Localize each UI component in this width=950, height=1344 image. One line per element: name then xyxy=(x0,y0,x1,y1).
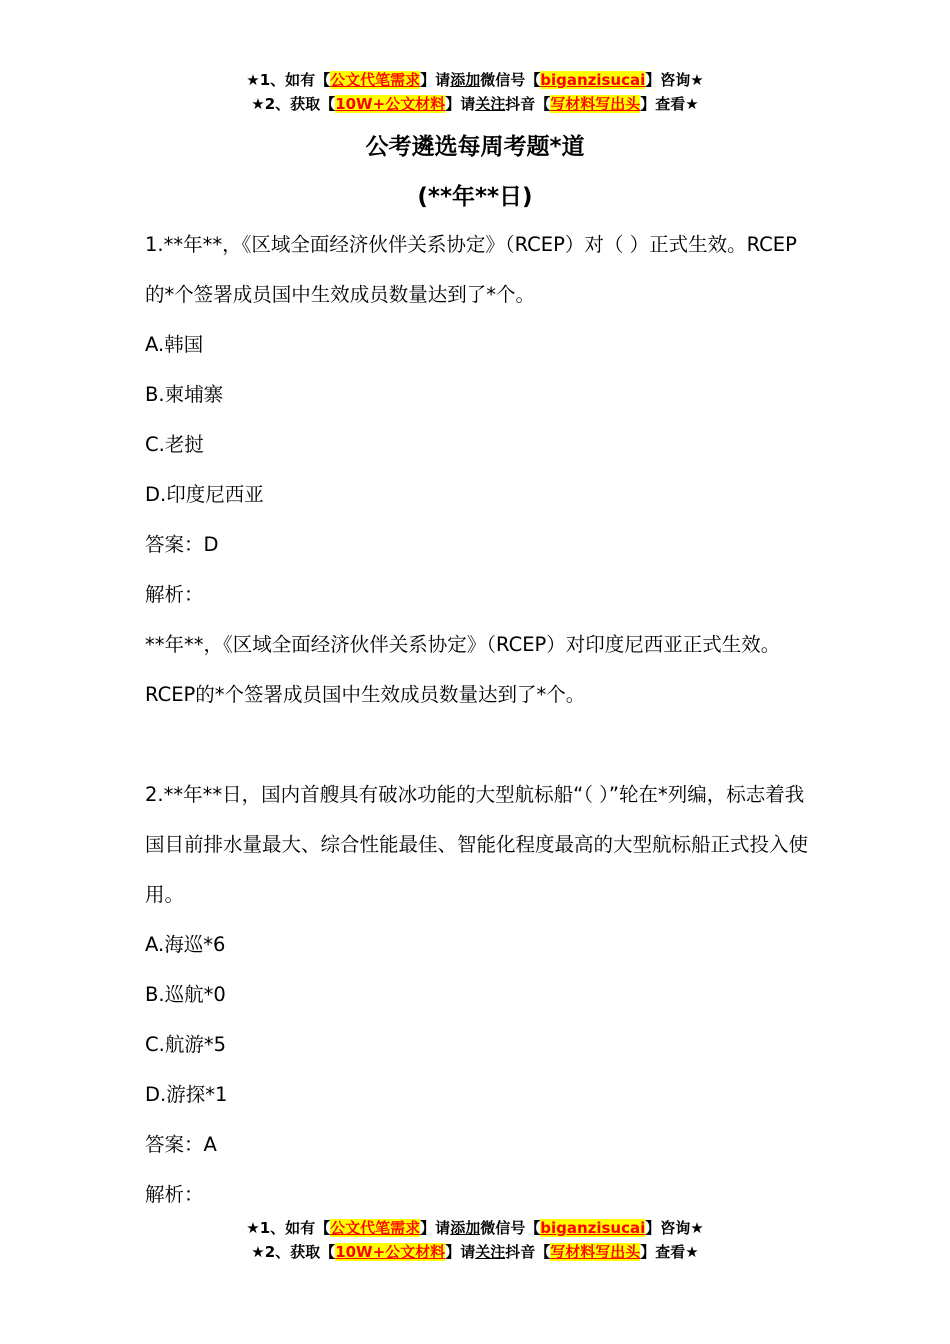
option-b: B.柬埔寨 xyxy=(145,383,224,406)
promo-line-2: ★2、获取【10W+公文材料】请关注抖音【写材料写出头】查看★ xyxy=(251,95,699,113)
promo-highlight-douyin: 写材料写出头 xyxy=(550,1243,641,1261)
promo-highlight-materials: 10W+公文材料 xyxy=(335,95,446,113)
option-a: A.韩国 xyxy=(145,333,204,356)
analysis-label: 解析： xyxy=(145,1183,204,1206)
promo-highlight-wechat: biganzisucai xyxy=(540,1219,646,1237)
analysis-text: **年**，《区域全面经济伙伴关系协定》（RCEP）对印度尼西亚正式生效。RCEP的*个签署成员国中生效成员数量达到了*个。 xyxy=(145,633,781,706)
analysis-label: 解析： xyxy=(145,583,204,606)
document-body xyxy=(145,220,810,1220)
promo-highlight-douyin: 写材料写出头 xyxy=(550,95,641,113)
option-d: D.游探*1 xyxy=(145,1083,228,1106)
option-a: A.海巡*6 xyxy=(145,933,226,956)
header-promo-banner xyxy=(0,68,950,116)
question-stem: 1.**年**，《区域全面经济伙伴关系协定》（RCEP）对（ ）正式生效。RCEP的*个签署成员国中生效成员数量达到了*个。 xyxy=(145,233,797,306)
footer-promo-banner xyxy=(0,1216,950,1264)
question-1 xyxy=(145,220,810,720)
promo-highlight-wechat: biganzisucai xyxy=(540,71,646,89)
spacer xyxy=(145,720,810,770)
option-b: B.巡航*0 xyxy=(145,983,226,1006)
promo-highlight-service: 公文代笔需求 xyxy=(330,1219,421,1237)
option-c: C.老挝 xyxy=(145,433,204,456)
question-stem: 2.**年**日，国内首艘具有破冰功能的大型航标船“（ ）”轮在*列编，标志着我国目前排水量最大、综合性能最佳、智能化程度最高的大型航标船正式投入使用。 xyxy=(145,783,809,906)
document-title: 公考遴选每周考题*道 xyxy=(365,134,585,160)
question-2 xyxy=(145,770,810,1220)
answer: 答案：D xyxy=(145,533,219,556)
option-c: C.航游*5 xyxy=(145,1033,226,1056)
option-d: D.印度尼西亚 xyxy=(145,483,264,506)
promo-highlight-service: 公文代笔需求 xyxy=(330,71,421,89)
promo-line-1: ★1、如有【公文代笔需求】请添加微信号【biganzisucai】咨询★ xyxy=(246,71,704,89)
promo-highlight-materials: 10W+公文材料 xyxy=(335,1243,446,1261)
promo-line-1: ★1、如有【公文代笔需求】请添加微信号【biganzisucai】咨询★ xyxy=(246,1219,704,1237)
promo-line-2: ★2、获取【10W+公文材料】请关注抖音【写材料写出头】查看★ xyxy=(251,1243,699,1261)
document-date: (**年**日) xyxy=(417,184,533,210)
answer: 答案：A xyxy=(145,1133,217,1156)
